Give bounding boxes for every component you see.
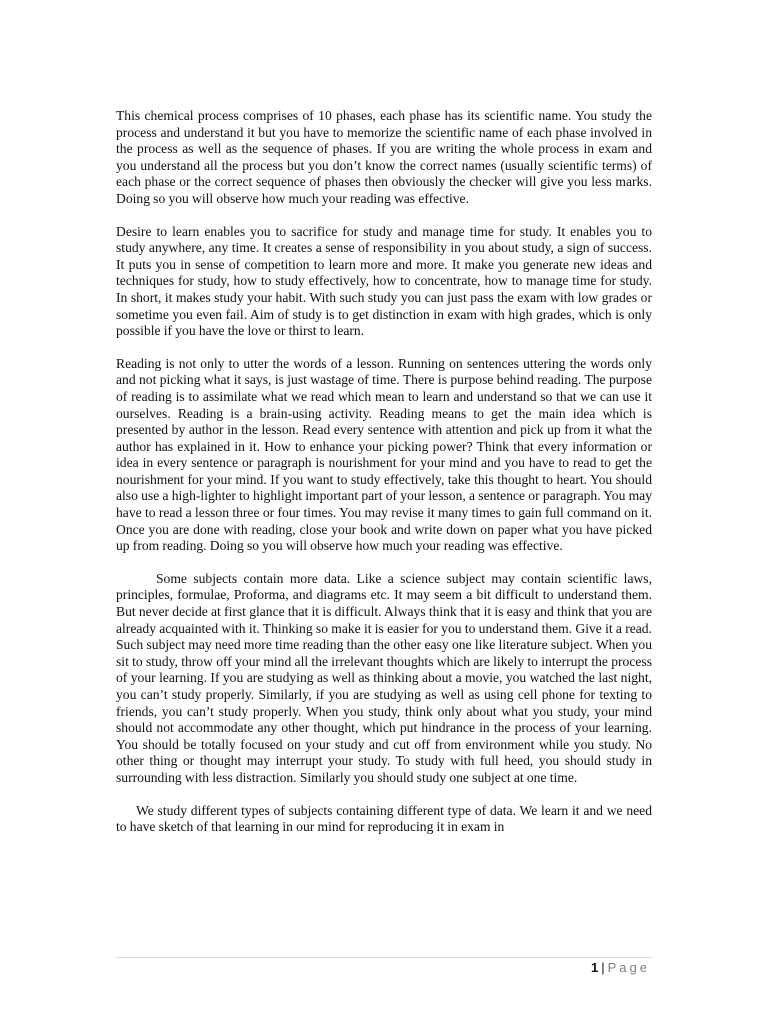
page-separator: | — [601, 960, 605, 975]
page-number: 1 — [591, 960, 599, 975]
page-word: Page — [607, 960, 650, 975]
paragraph-reading: Reading is not only to utter the words of a lesson. Running on sentences uttering the words only and not picking what it says, is just wastage of time. There is purpose behind reading. The purpose of reading is to assimilate what we read which mean to learn and understand so that we can use it ourselves. Reading is a brain-using activity. Reading means to get the main idea which is presented by author in the lesson. Read every sentence with attention and pick up from it what the author has explained in it. How to enhance your picking power? Think that every information or idea in every sentence or paragraph is nourishment for your mind and you have to read to get the nourishment for your mind. If you want to study effectively, take this thought to heart. You should also use a high-lighter to highlight important part of your lesson, a sentence or paragraph. You may have to read a lesson three or four times. You may revise it many times to gain full command on it. Once you are done with reading, close your book and write down on paper what you have picked up from reading. Doing so you will observe how much your reading was effective. — [116, 355, 652, 554]
document-body — [116, 108, 652, 852]
paragraph-different-subjects: We study different types of subjects containing different type of data. We learn it and we need to have sketch of that learning in our mind for reproducing it in exam in — [116, 802, 652, 835]
page-footer — [591, 960, 650, 975]
paragraph-desire-to-learn: Desire to learn enables you to sacrifice for study and manage time for study. It enables you to study anywhere, any time. It creates a sense of responsibility in you about study, a sign of success. It puts you in sense of competition to learn more and more. It make you generate new ideas and techniques for study, how to study effectively, how to concentrate, how to manage time for study. In short, it makes study your habit. With such study you can just pass the exam with low grades or sometime you even fail. Aim of study is to get distinction in exam with high grades, which is only possible if you have the love or thirst to learn. — [116, 223, 652, 339]
paragraph-some-subjects: Some subjects contain more data. Like a science subject may contain scientific laws, principles, formulae, Proforma, and diagrams etc. It may seem a bit difficult to understand them. But never decide at first glance that it is difficult. Always think that it is easy and think that you are already acquainted with it. Thinking so make it is easier for you to understand them. Give it a read. Such subject may need more time reading than the other easy one like literature subject. When you sit to study, throw off your mind all the irrelevant thoughts which are likely to interrupt the process of your learning. If you are studying as well as thinking about a movie, you watched the last night, you can’t study properly. Similarly, if you are studying as well as using cell phone for texting to friends, you can’t study properly. When you study, think only about what you study, your mind should not accommodate any other thought, which put hindrance in the process of your learning. You should be totally focused on your study and cut off from environment while you study. No other thing or thought may interrupt your study. To study with full heed, you should study in surrounding with less distraction. Similarly you should study one subject at one time. — [116, 570, 652, 785]
footer-divider — [116, 957, 652, 958]
paragraph-chemical-process: This chemical process comprises of 10 phases, each phase has its scientific name. You study the process and understand it but you have to memorize the scientific name of each phase involved in the process as well as the sequence of phases. If you are writing the whole process in exam and you understand all the process but you don’t know the correct names (usually scientific terms) of each phase or the correct sequence of phases then obviously the checker will give you less marks. Doing so you will observe how much your reading was effective. — [116, 108, 652, 206]
